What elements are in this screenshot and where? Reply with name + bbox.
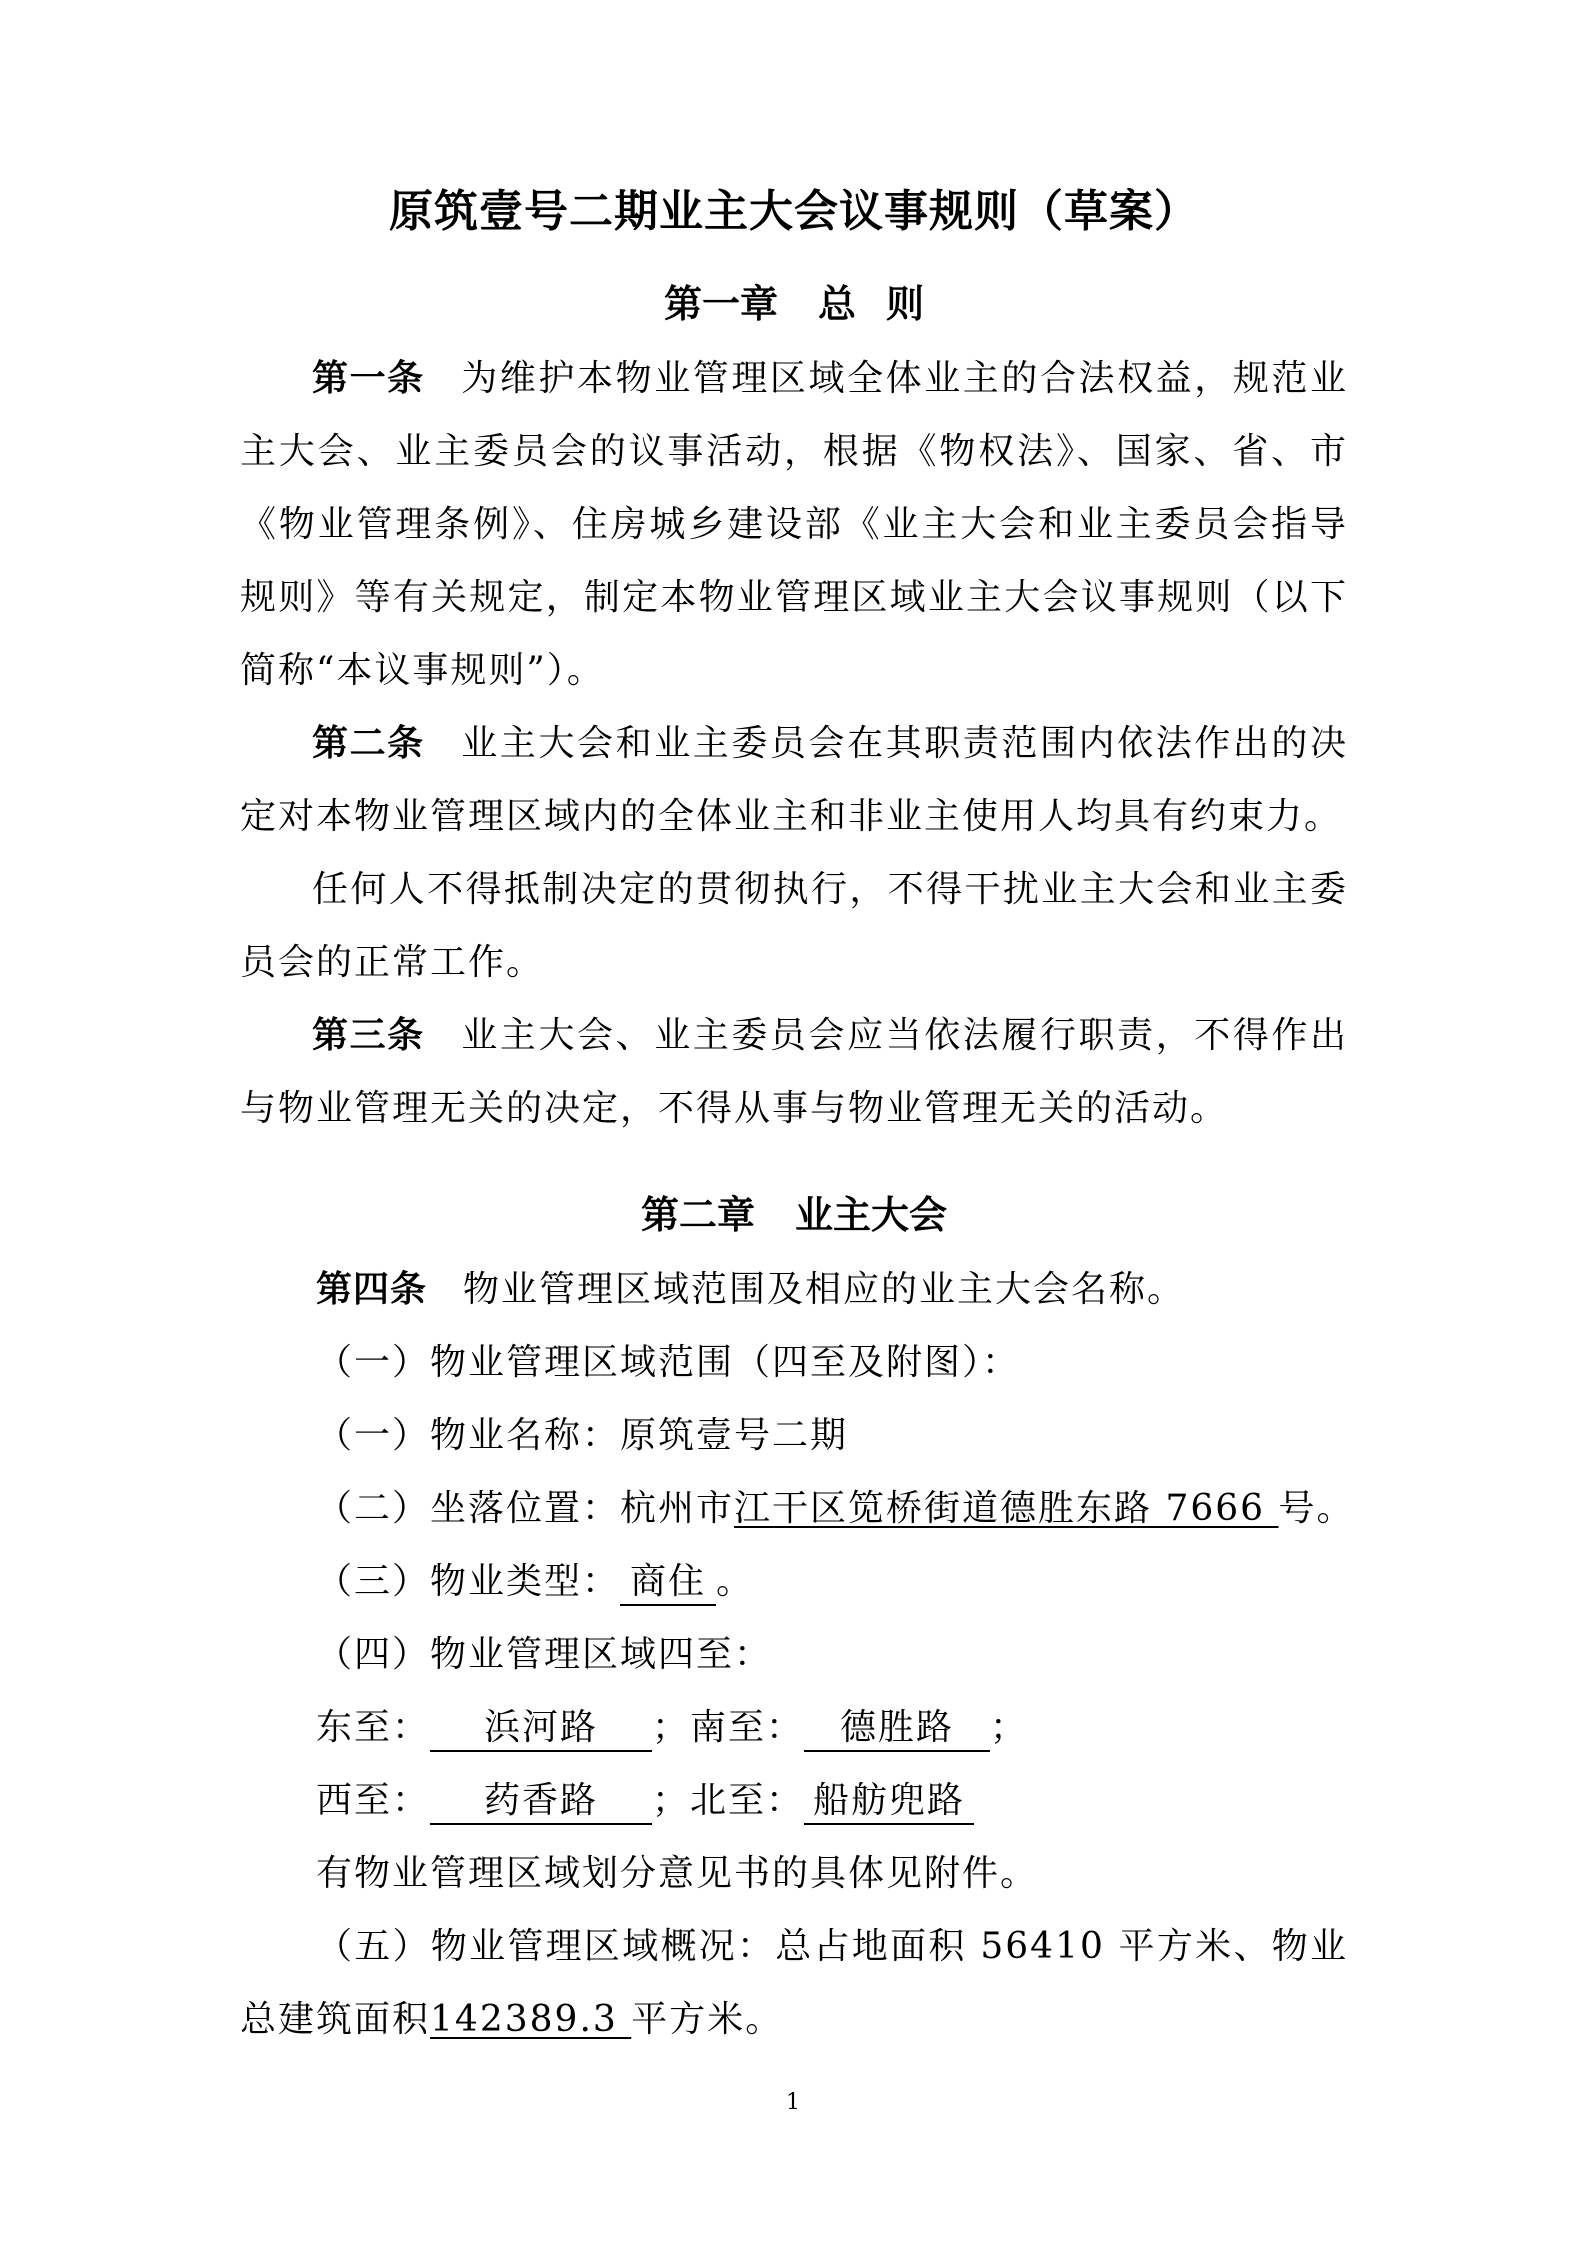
document-page [240,180,1355,2056]
article-2 [240,707,1348,853]
article-4 [240,1253,1348,1326]
property-name-label: （一）物业名称： [316,1415,621,1456]
article-3-label: 第三条 [312,1014,425,1056]
location-label: （二）坐落位置：杭州市 [316,1488,735,1529]
east-south-boundary-line [240,1691,1348,1764]
article-4-text: 物业管理区域范围及相应的业主大会名称。 [463,1269,1186,1310]
west-label: 西至： [316,1780,431,1821]
overview-paragraph [240,1910,1348,2056]
boundaries-heading: （四）物业管理区域四至： [316,1634,773,1675]
west-north-boundary-line [240,1764,1348,1837]
east-label: 东至： [316,1707,431,1748]
article-3-text: 业主大会、业主委员会应当依法履行职责，不得作出与物业管理无关的决定，不得从事与物业管理无关的活动。 [240,1015,1348,1129]
article-2-label: 第二条 [312,722,425,764]
scope-line: （一）物业管理区域范围（四至及附图）： [316,1342,1021,1383]
east-south-semicolon: ； [990,1707,1029,1748]
chapter-1-name-part2: 则 [886,281,925,326]
east-value: 浜河路 [430,1706,652,1752]
article-2-paragraph-2: 任何人不得抵制决定的贯彻执行，不得干扰业主大会和业主委员会的正常工作。 [240,869,1348,983]
chapter-1-heading [240,274,1348,334]
property-type-line [240,1545,1348,1618]
article-1-label: 第一条 [312,357,425,399]
overview-value: 142389.3 [430,1999,632,2040]
chapter-1-number: 第一章 [663,281,778,326]
property-type-suffix: 。 [716,1561,755,1602]
chapter-2-heading [240,1185,1348,1245]
article-3 [240,999,1348,1145]
property-name-line [240,1399,1348,1472]
chapter-2-number: 第二章 [640,1192,755,1237]
article-4-label: 第四条 [316,1268,428,1310]
west-value: 药香路 [430,1779,652,1825]
document-title: 原筑壹号二期业主大会议事规则（草案） [389,186,1199,237]
property-name-value: 原筑壹号二期 [620,1415,849,1456]
north-value: 船舫兜路 [804,1779,974,1825]
location-suffix: 号。 [1278,1488,1355,1529]
north-label: ；北至： [652,1780,805,1821]
property-type-label: （三）物业类型： [316,1561,621,1602]
article-1-text: 为维护本物业管理区域全体业主的合法权益，规范业主大会、业主委员会的议事活动，根据《物权法》、国家、省、市《物业管理条例》、住房城乡建设部《业主大会和业主委员会指导规则》等有关规定，制定本物业管理区域业主大会议事规则（以下简称“本议事规则”）。 [240,358,1348,691]
south-label: ；南至： [652,1707,805,1748]
property-type-value: 商住 [620,1560,716,1606]
article-2-text: 业主大会和业主委员会在其职责范围内依法作出的决定对本物业管理区域内的全体业主和非业主使用人均具有约束力。 [240,723,1348,837]
overview-suffix: 平方米。 [631,1999,784,2040]
attachment-note: 有物业管理区域划分意见书的具体见附件。 [316,1853,1039,1894]
south-value: 德胜路 [804,1706,990,1752]
page-number: 1 [786,2090,800,2115]
chapter-1-name-part1: 总 [817,281,856,326]
overview-text: （五）物业管理区域概况：总占地面积 56410 平方米、物业总建筑面积 [240,1926,1348,2040]
chapter-2-name: 业主大会 [795,1192,948,1237]
location-value: 江干区笕桥街道德胜东路 7666 [734,1488,1279,1529]
article-1 [240,342,1348,707]
location-line [240,1472,1355,1545]
